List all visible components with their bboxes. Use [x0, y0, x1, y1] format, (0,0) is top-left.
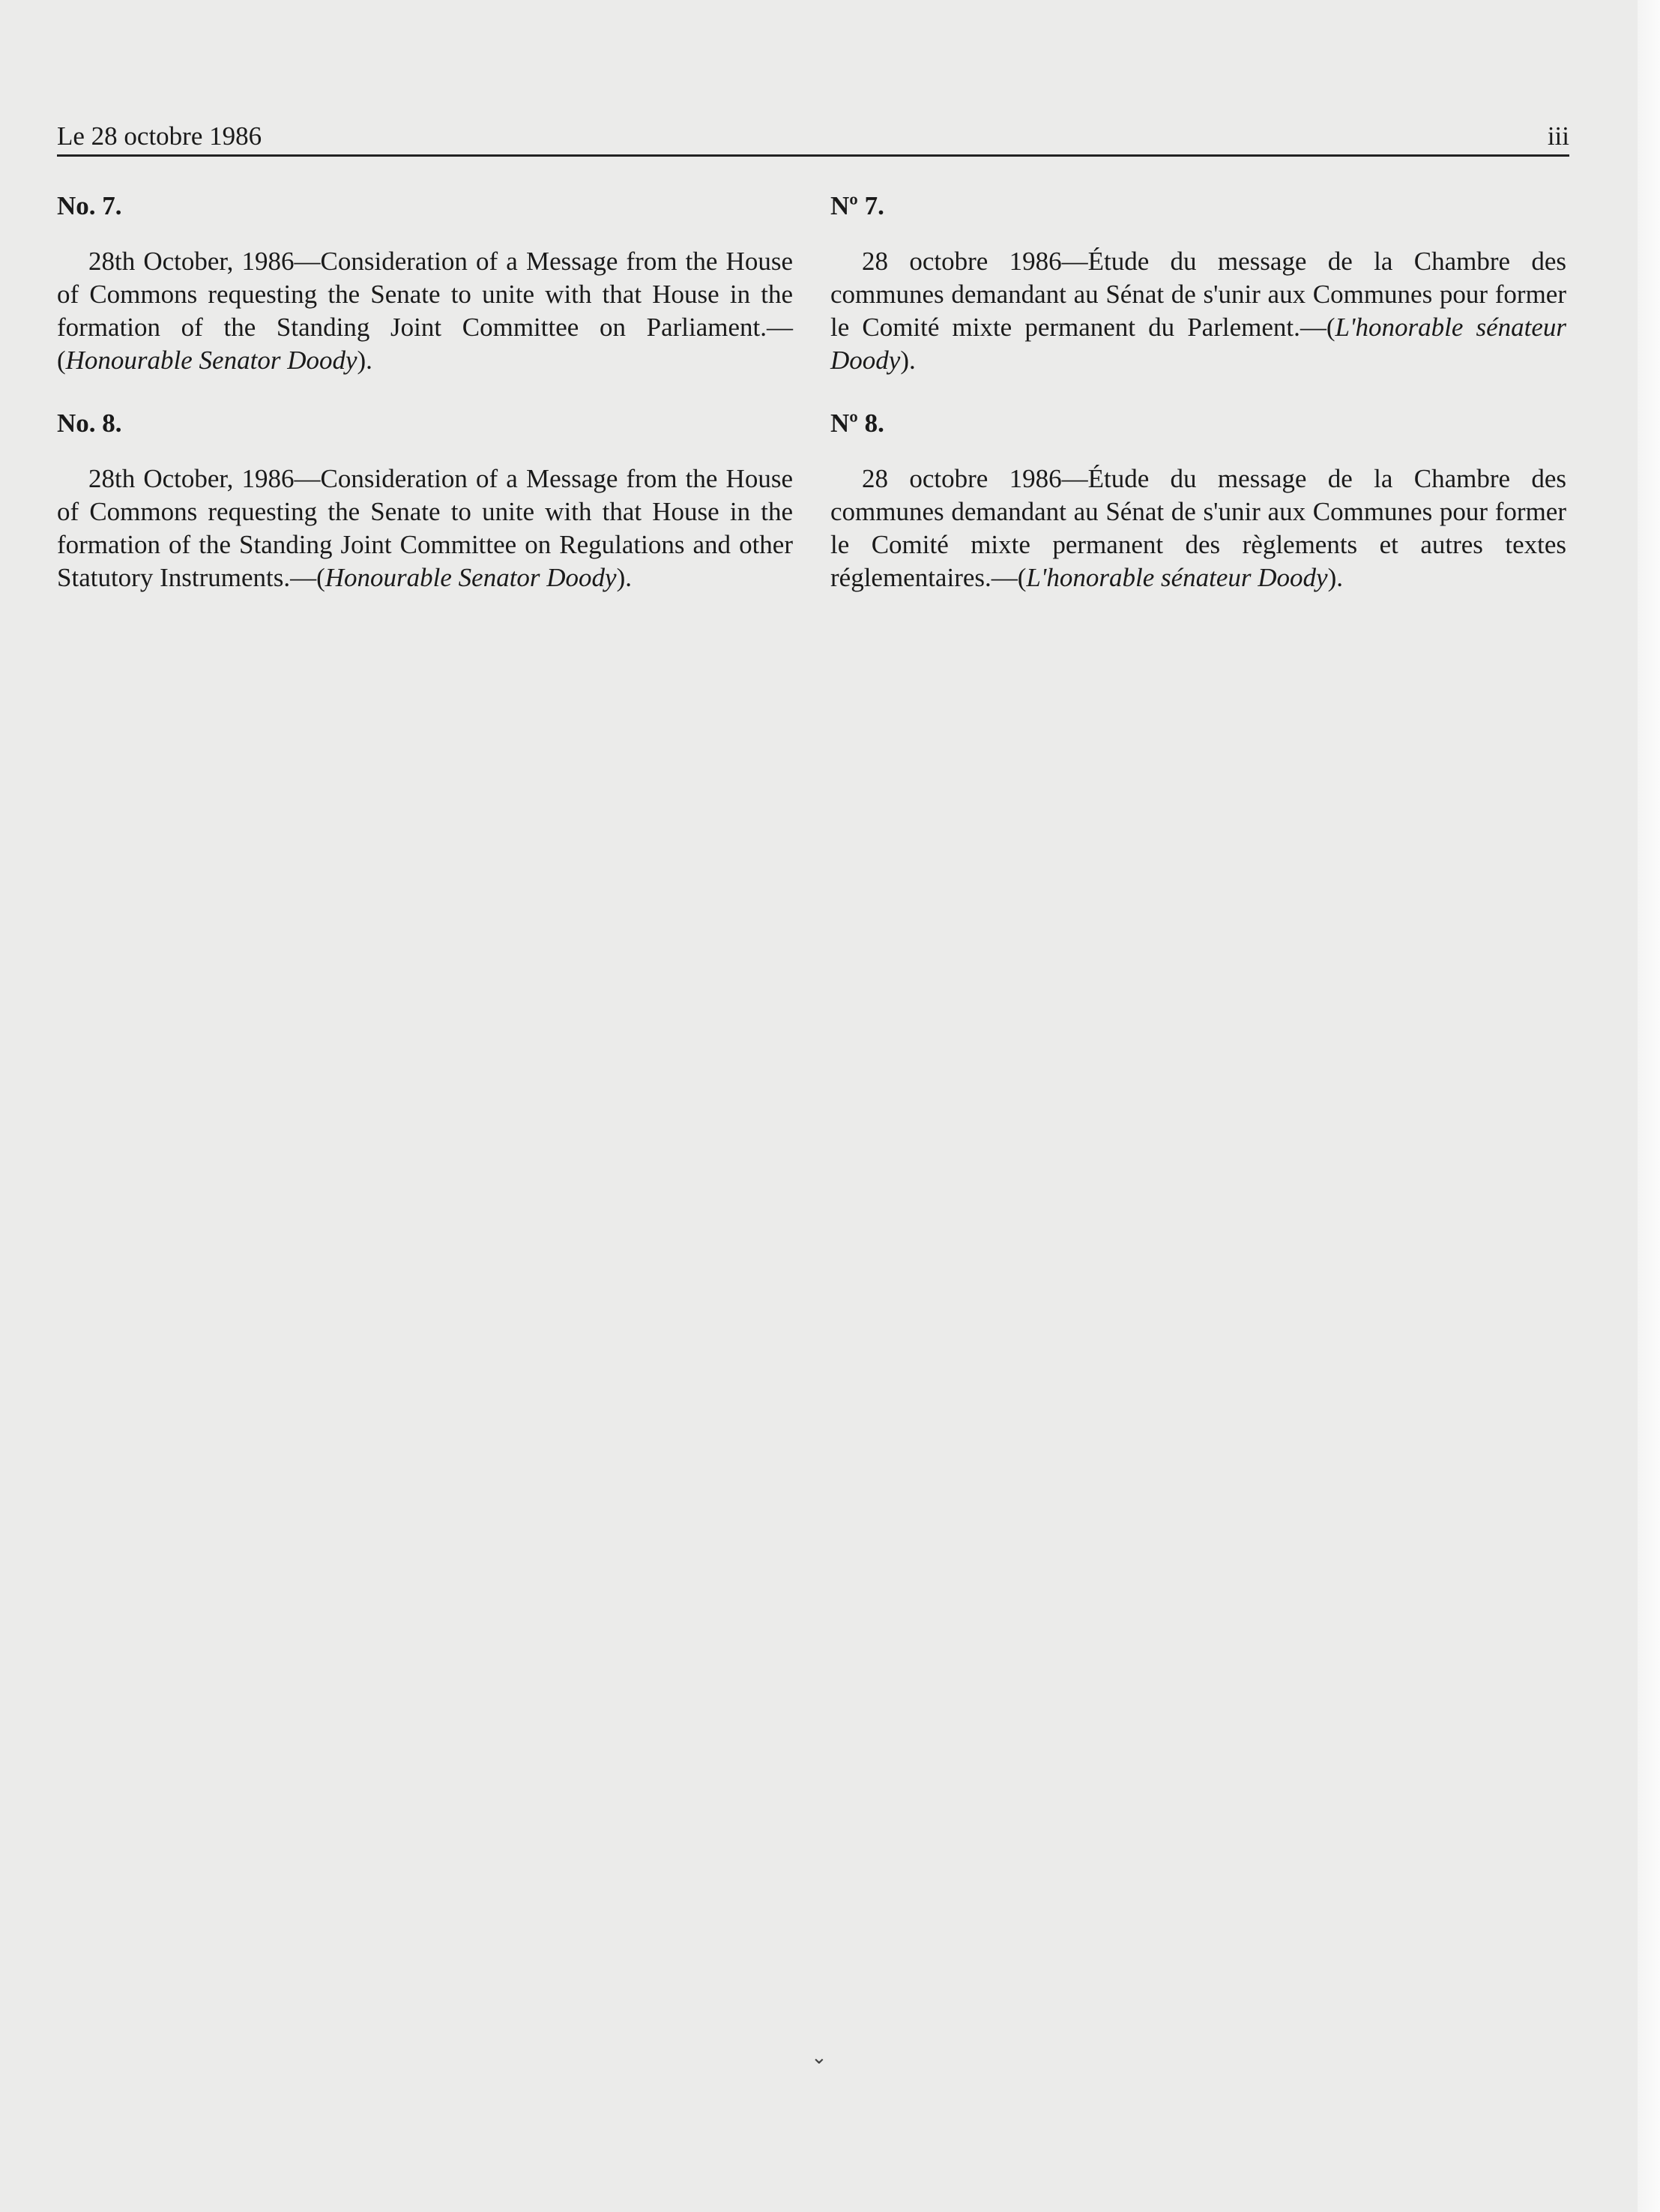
item-number: No. 7.: [57, 191, 122, 220]
item-text: 28th October, 1986—Consideration of a Message from the House of Commons requesting the Senate to unite with that House in the formation of the Standing Joint Committee on Parliament.—(: [57, 247, 793, 375]
page-edge: [1638, 0, 1660, 2212]
item-end: ).: [616, 563, 633, 592]
item-end: ).: [1327, 563, 1343, 592]
order-of-day-item: [830, 245, 1566, 377]
item-end: ).: [357, 346, 372, 375]
page-number: iii: [1547, 121, 1569, 151]
sponsor-reference: L'honorable sénateur Doody: [830, 313, 1566, 375]
item-number: Nº 8.: [830, 409, 884, 438]
order-of-day-item: [830, 462, 1566, 594]
item-text: 28th October, 1986—Consideration of a Message from the House of Commons requesting the Senate to unite with that House in the formation of the Standing Joint Committee on Regulations and other Statutory Instruments.—(: [57, 464, 793, 592]
item-number: No. 8.: [57, 409, 122, 438]
english-column: [57, 190, 793, 624]
scan-mark: ⌄: [811, 2046, 827, 2068]
order-of-day-item: [57, 245, 793, 377]
french-column: [830, 190, 1566, 624]
header-date: Le 28 octobre 1986: [57, 121, 262, 151]
item-number: Nº 7.: [830, 191, 884, 220]
order-of-day-item: [57, 462, 793, 594]
sponsor-reference: L'honorable sénateur Doody: [1026, 563, 1328, 592]
item-end: ).: [900, 346, 916, 375]
sponsor-reference: Honourable Senator Doody: [65, 346, 357, 375]
page-header: [57, 118, 1569, 157]
item-text: 28 octobre 1986—Étude du message de la Chambre des communes demandant au Sénat de s'unir aux Communes pour former le Comité mixte permanent du Parlement.—(: [830, 247, 1566, 342]
item-text: 28 octobre 1986—Étude du message de la Chambre des communes demandant au Sénat de s'unir aux Communes pour former le Comité mixte permanent des règlements et autres textes réglementaires.—(: [830, 464, 1566, 592]
sponsor-reference: Honourable Senator Doody: [325, 563, 617, 592]
